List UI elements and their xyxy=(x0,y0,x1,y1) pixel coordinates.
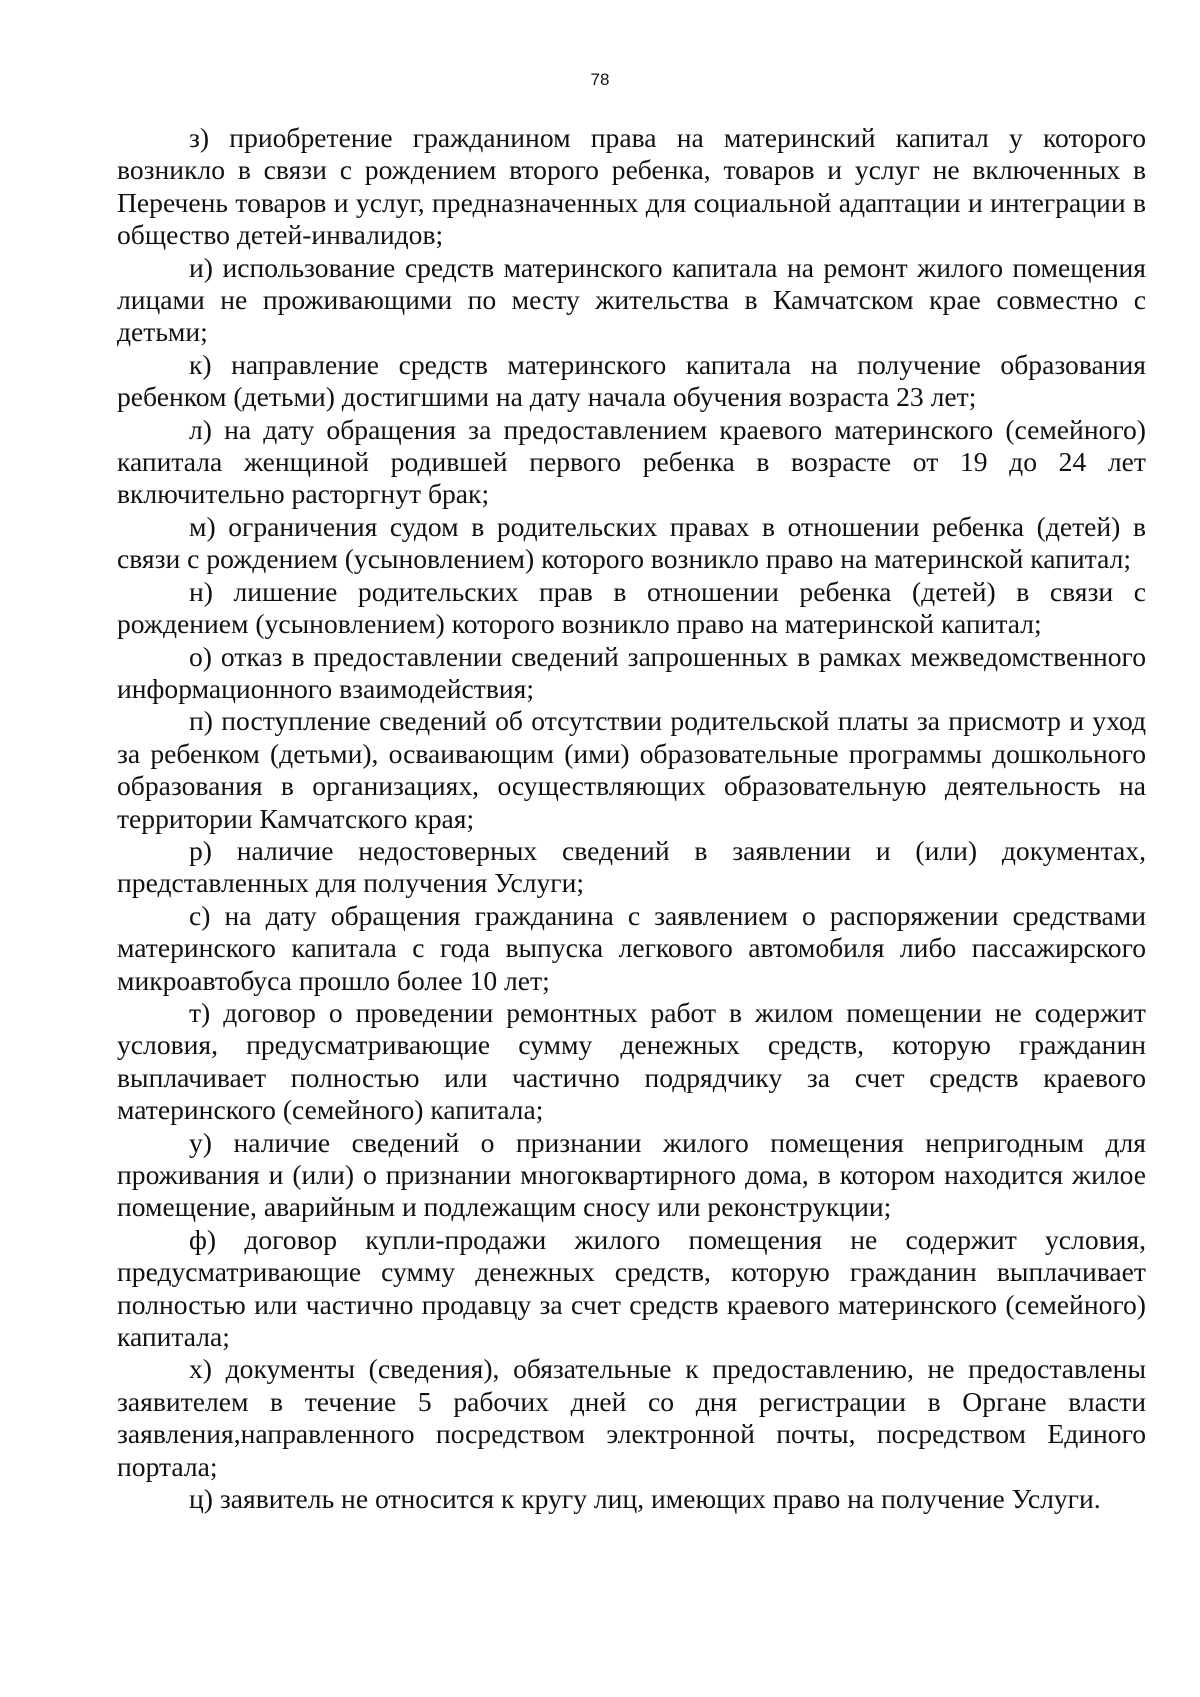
list-item-i: и) использование средств материнского капитала на ремонт жилого помещения лицами не проживающими по месту жительства в Камчатском крае совместно с детьми; xyxy=(117,251,1146,348)
list-item-m: м) ограничения судом в родительских правах в отношении ребенка (детей) в связи с рождением (усыновлением) которого возникло право на материнской капитал; xyxy=(117,510,1146,575)
list-item-o: о) отказ в предоставлении сведений запрошенных в рамках межведомственного информационного взаимодействия; xyxy=(117,640,1146,704)
list-item-t: т) договор о проведении ремонтных работ в жилом помещении не содержит условия, предусматривающие сумму денежных средств, которую гражданин выплачивает полностью или частично подрядчику за счет средств краевого материнского (семейного) капитала; xyxy=(117,996,1146,1126)
list-item-k: к) направление средств материнского капитала на получение образования ребенком (детьми) достигшими на дату начала обучения возраста 23 лет; xyxy=(117,348,1146,413)
list-item-h: х) документы (сведения), обязательные к предоставлению, не предоставлены заявителем в течение 5 рабочих дней со дня регистрации в Органе власти заявления,направленного посредством электронной почты, посредством Единого портала; xyxy=(117,1353,1146,1482)
list-item-ts: ц) заявитель не относится к кругу лиц, имеющих право на получение Услуги. xyxy=(189,1483,1101,1515)
list-item-s: с) на дату обращения гражданина с заявлением о распоряжении средствами материнского капитала с года выпуска легкового автомобиля либо пассажирского микроавтобуса прошло более 10 лет; xyxy=(117,899,1146,996)
list-item-u: у) наличие сведений о признании жилого помещения непригодным для проживания и (или) о признании многоквартирного дома, в котором находится жилое помещение, аварийным и подлежащим сносу или реконструкции; xyxy=(117,1126,1146,1223)
list-item-r: р) наличие недостоверных сведений в заявлении и (или) документах, представленных для получения Услуги; xyxy=(117,834,1146,899)
list-item-l: л) на дату обращения за предоставлением краевого материнского (семейного) капитала женщиной родившей первого ребенка в возрасте от 19 до 24 лет включительно расторгнут брак; xyxy=(117,413,1146,510)
list-item-p: п) поступление сведений об отсутствии родительской платы за присмотр и уход за ребенком (детьми), осваивающим (ими) образовательные программы дошкольного образования в организациях, осуществляющих образовательную деятельность на территории Камчатского края; xyxy=(117,705,1146,834)
list-item-z: з) приобретение гражданином права на материнский капитал у которого возникло в связи с рождением второго ребенка, товаров и услуг не включенных в Перечень товаров и услуг, предназначенных для социальной адаптации и интеграции в общество детей-инвалидов; xyxy=(117,122,1146,251)
page-number: 78 xyxy=(590,70,610,89)
list-item-f: ф) договор купли-продажи жилого помещения не содержит условия, предусматривающие сумму денежных средств, которую гражданин выплачивает полностью или частично продавцу за счет средств краевого материнского (семейного) капитала; xyxy=(117,1223,1146,1353)
list-item-n: н) лишение родительских прав в отношении ребенка (детей) в связи с рождением (усыновлением) которого возникло право на материнской капитал; xyxy=(117,575,1146,640)
document-body xyxy=(117,122,1146,1515)
